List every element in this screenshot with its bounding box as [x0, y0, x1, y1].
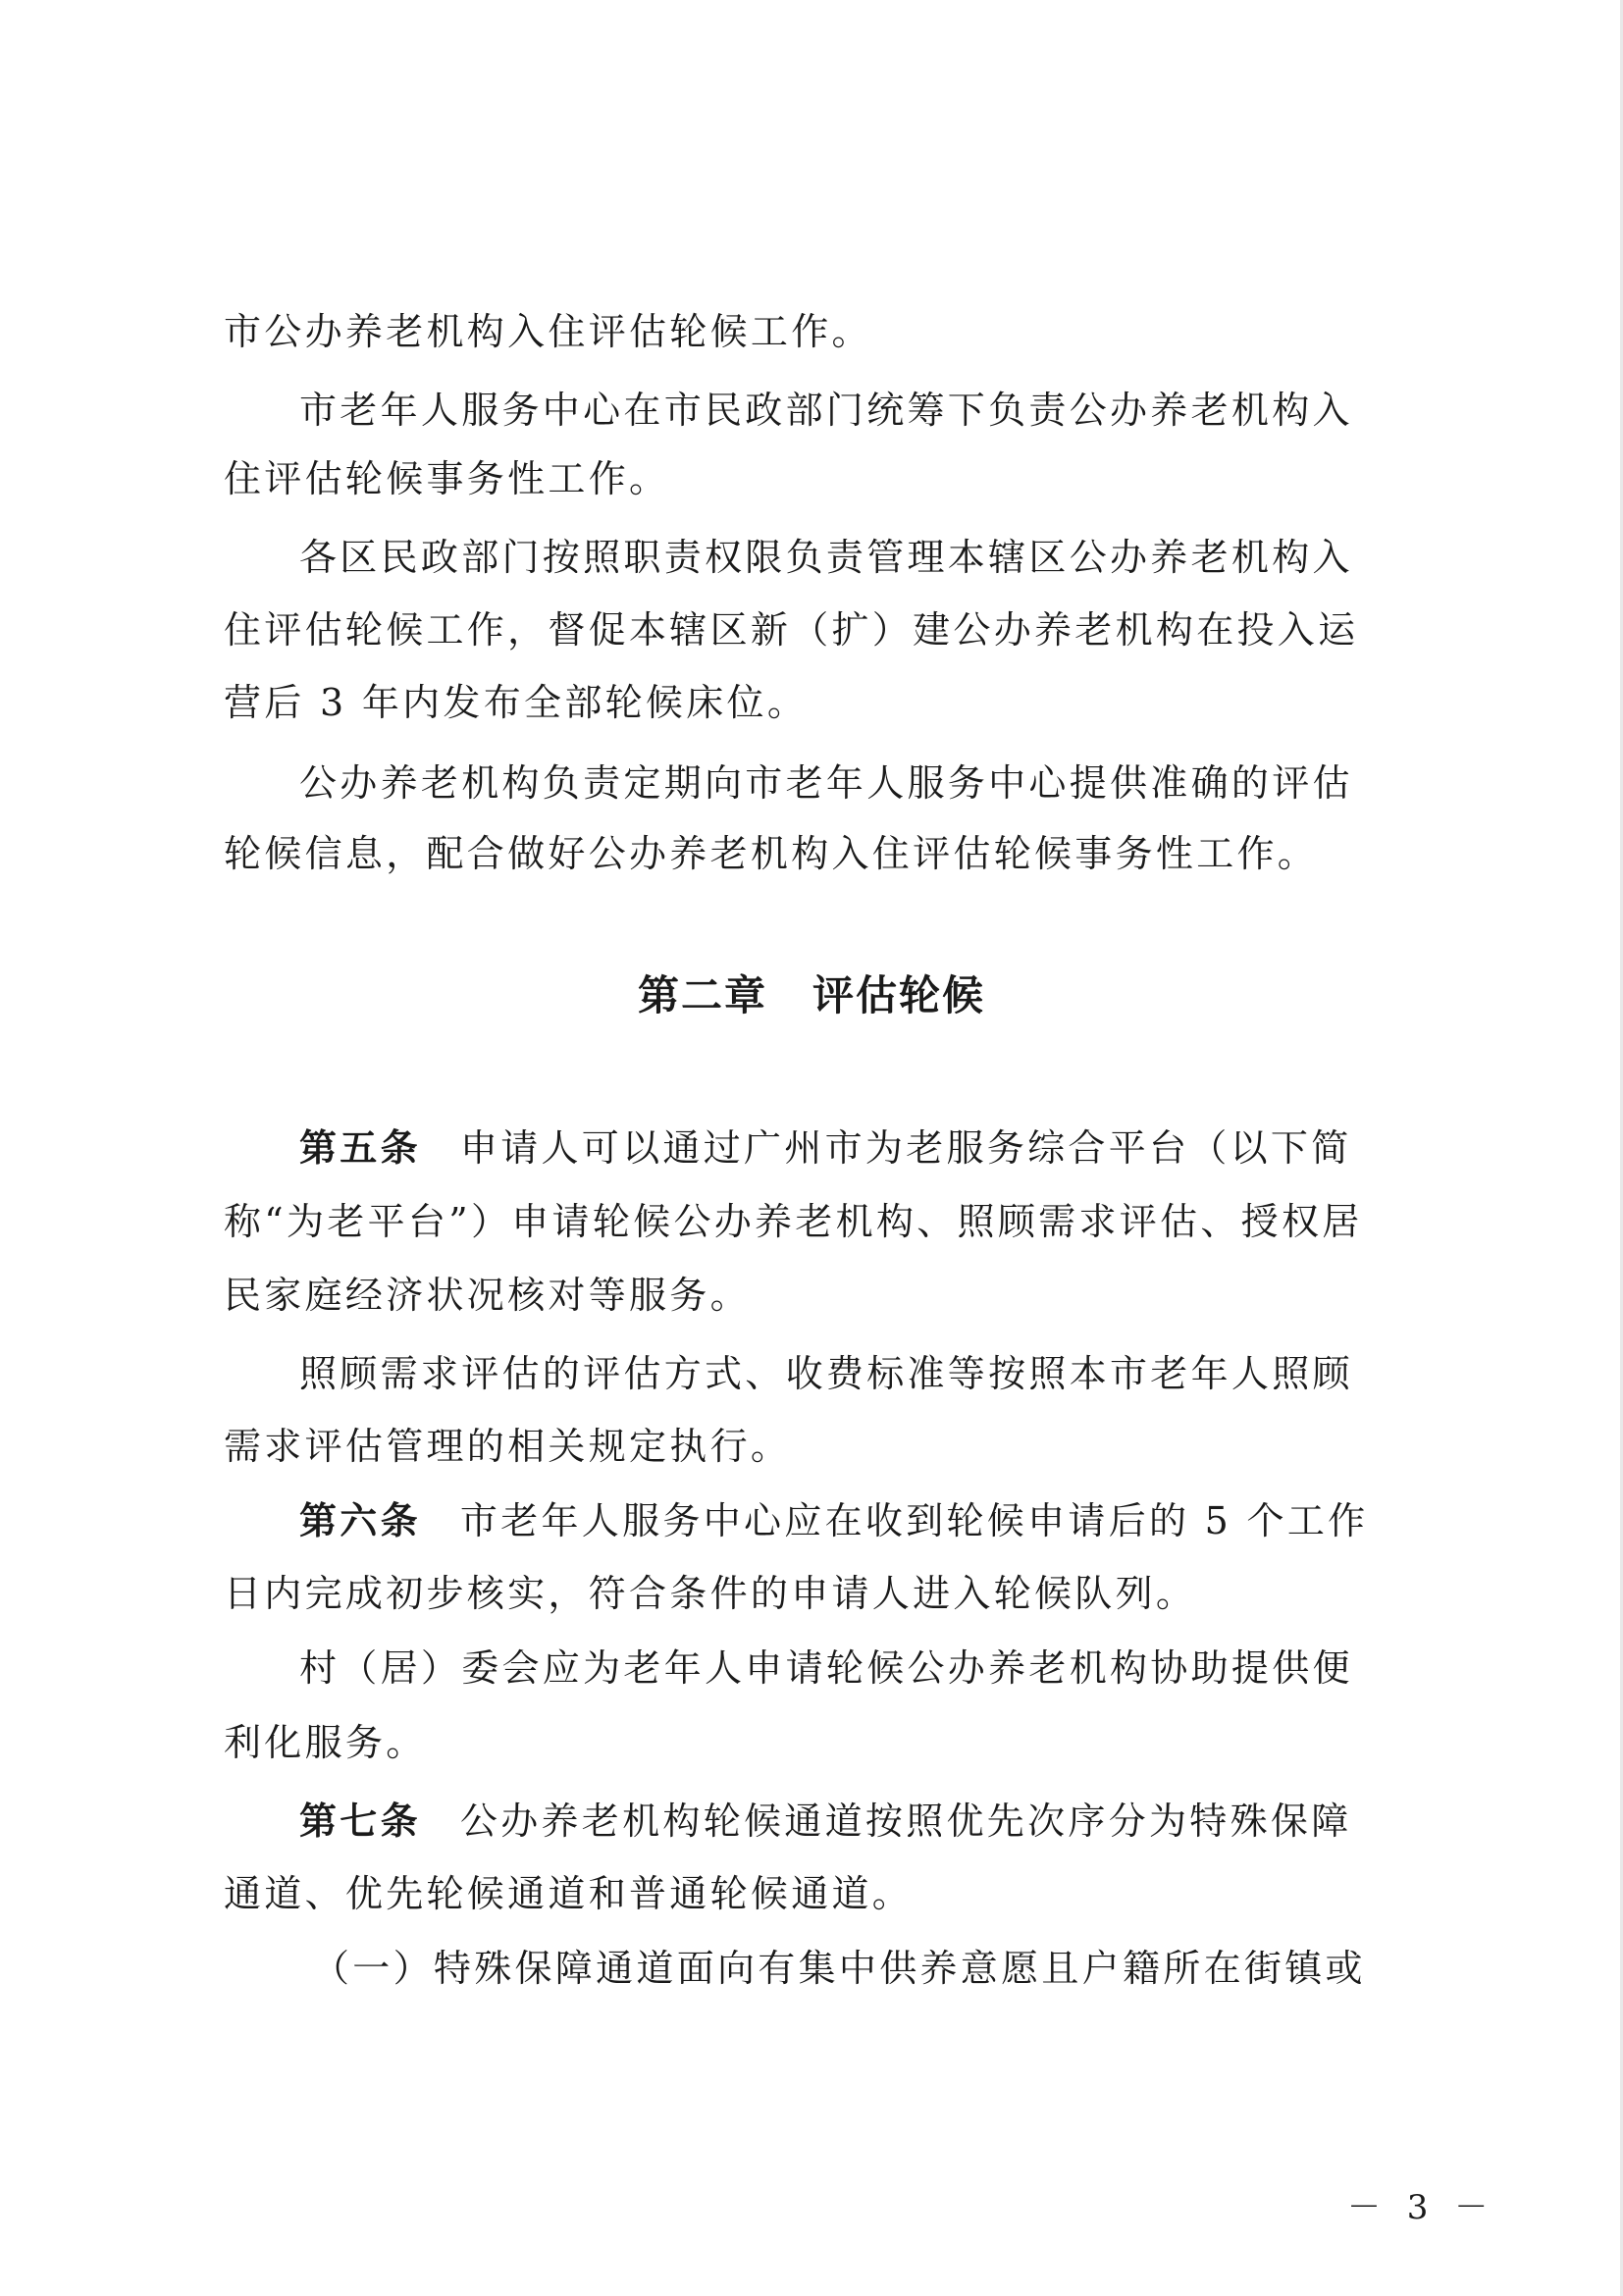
text-line: 通道、优先轮候通道和普通轮候通道。	[224, 1872, 914, 1915]
article-label: 第七条	[299, 1800, 421, 1843]
page-number: － 3 －	[1347, 2188, 1496, 2227]
text-line: 利化服务。	[224, 1721, 427, 1764]
text-line: 称“为老平台”）申请轮候公办养老机构、照顾需求评估、授权居	[224, 1200, 1363, 1243]
text-line: 日内完成初步核实，符合条件的申请人进入轮候队列。	[224, 1572, 1197, 1615]
chapter-number: 第二章	[637, 971, 767, 1019]
text-line: 住评估轮候工作，督促本辖区新（扩）建公办养老机构在投入运	[224, 608, 1359, 652]
article-7-line	[299, 1792, 1352, 1851]
text-line: 照顾需求评估的评估方式、收费标准等按照本市老年人照顾	[299, 1352, 1353, 1395]
text-line: 市公办养老机构入住评估轮候工作。	[224, 310, 872, 353]
text-line: （一）特殊保障通道面向有集中供养意愿且户籍所在街镇或	[312, 1947, 1366, 1990]
article-5-line	[299, 1119, 1352, 1177]
text-line: 各区民政部门按照职责权限负责管理本辖区公办养老机构入	[299, 536, 1353, 579]
text-line: 需求评估管理的相关规定执行。	[224, 1425, 792, 1468]
text-line: 村（居）委会应为老年人申请轮候公办养老机构协助提供便	[299, 1646, 1353, 1690]
text-span: 市老年人服务中心应在收到轮候申请后的 5 个工作	[459, 1499, 1369, 1542]
text-line: 轮候信息，配合做好公办养老机构入住评估轮候事务性工作。	[224, 832, 1319, 875]
text-line: 公办养老机构负责定期向市老年人服务中心提供准确的评估	[299, 761, 1353, 805]
article-label: 第六条	[299, 1499, 421, 1542]
chapter-title: 评估轮候	[812, 971, 986, 1019]
text-line: 民家庭经济状况核对等服务。	[224, 1274, 751, 1317]
text-line: 住评估轮候事务性工作。	[224, 457, 670, 500]
text-line: 市老年人服务中心在市民政部门统筹下负责公办养老机构入	[299, 389, 1353, 432]
text-span: 申请人可以通过广州市为老服务综合平台（以下简	[459, 1126, 1352, 1170]
chapter-heading	[0, 966, 1623, 1025]
article-label: 第五条	[299, 1126, 421, 1170]
text-span: 公办养老机构轮候通道按照优先次序分为特殊保障	[459, 1800, 1352, 1843]
text-line: 营后 3 年内发布全部轮候床位。	[224, 681, 809, 724]
article-6-line	[299, 1491, 1368, 1550]
